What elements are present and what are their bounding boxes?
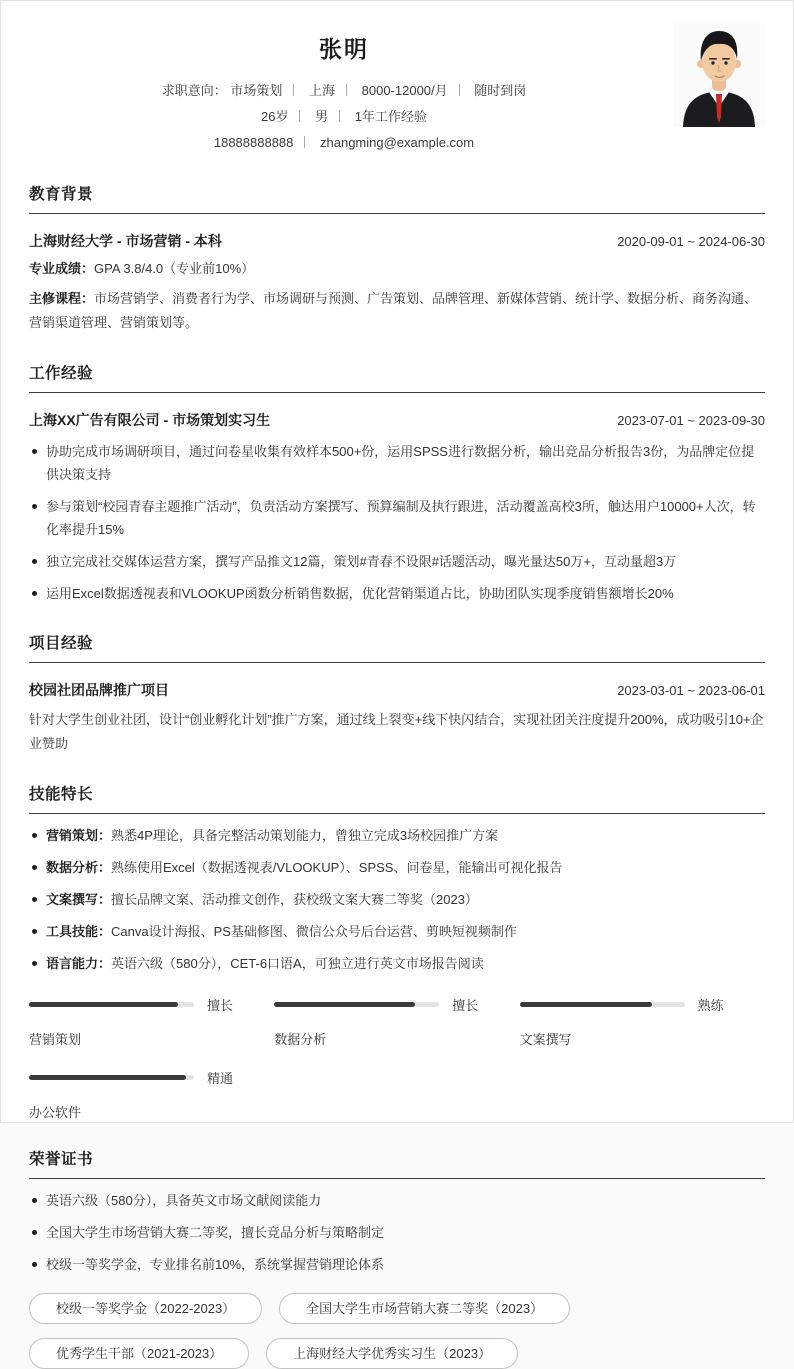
honors-title: 荣誉证书 [29,1147,765,1179]
bar-name: 办公软件 [29,1105,82,1120]
skill-label: 营销策划： [46,828,112,843]
profile-line [29,104,659,130]
project-description: 针对大学生创业社团，设计“创业孵化计划”推广方案，通过线上裂变+线下快闪结合，实现社团关注度提升200%，成功吸引10+企业赞助 [29,712,764,751]
honor-tag: 校级一等奖学金（2022-2023） [29,1293,262,1324]
honor-tag-list [29,1293,765,1369]
skill-text: 英语六级（580分），CET-6口语A，可独立进行英文市场报告阅读 [111,956,484,971]
skill-text: 熟悉4P理论，具备完整活动策划能力，曾独立完成3场校园推广方案 [111,828,499,843]
job-intent-position: 市场策划 [230,83,283,98]
header-text-block [29,23,659,156]
skill-text: 擅长品牌文案、活动推文创作，获校级文案大赛二等奖（2023） [111,892,478,907]
skill-label: 工具技能： [46,924,112,939]
separator-bar [299,110,300,122]
section-education [29,182,765,335]
candidate-name: 张明 [319,36,369,62]
age-text: 26岁 [261,109,289,124]
bar-fill [274,1002,414,1007]
courses-value: 市场营销学、消费者行为学、市场调研与预测、广告策划、品牌管理、新媒体营销、统计学、数据分析、商务沟通、营销渠道管理、营销策划等。 [29,291,758,330]
gender-text: 男 [315,109,329,124]
email-text: zhangming@example.com [320,135,475,150]
skill-label: 文案撰写： [46,892,112,907]
job-intent-city: 上海 [308,83,335,98]
skill-bullet [29,888,765,911]
bar-track [274,1002,439,1007]
skills-title: 技能特长 [29,782,765,814]
work-bullet: 独立完成社交媒体运营方案，撰写产品推文12篇，策划#青春不设限#话题活动，曝光量达50万+，互动量超3万 [29,550,765,573]
education-item-head [29,231,765,251]
education-title: 教育背景 [29,182,765,214]
job-intent-line [29,78,659,104]
honor-bullet: 校级一等奖学金，专业排名前10%，系统掌握营销理论体系 [29,1253,765,1276]
bar-level: 精通 [207,1071,234,1086]
school-degree: 上海财经大学 - 市场营销 - 本科 [29,233,222,249]
skill-bar-marketing [29,995,274,1048]
honor-tag: 优秀学生干部（2021-2023） [29,1338,249,1369]
work-item-head [29,410,765,430]
work-date: 2023-07-01 ~ 2023-09-30 [617,413,765,428]
company-position: 上海XX广告有限公司 - 市场策划实习生 [29,412,271,428]
skill-text: Canva设计海报、PS基础修图、微信公众号后台运营、剪映短视频制作 [111,924,517,939]
work-title: 工作经验 [29,361,765,393]
bar-fill [520,1002,652,1007]
project-item-head [29,680,765,700]
bar-level: 擅长 [452,998,479,1013]
skill-bullet [29,920,765,943]
separator-bar [346,84,347,96]
resume-header [29,23,765,156]
courses-row [29,287,765,335]
bar-fill [29,1075,186,1080]
skill-bullet [29,856,765,879]
skill-bars-grid [29,995,765,1141]
skill-bar-data-analysis [274,995,519,1048]
project-title: 项目经验 [29,631,765,663]
section-project [29,631,765,756]
work-bullet: 协助完成市场调研项目，通过问卷星收集有效样本500+份，运用SPSS进行数据分析，输出竞品分析报告3份，为品牌定位提供决策支持 [29,440,765,486]
bar-track [520,1002,685,1007]
bar-name: 营销策划 [29,1032,82,1047]
section-work [29,361,765,605]
skill-bar-office-software [29,1068,274,1121]
separator-bar [304,136,305,148]
skill-bullet [29,952,765,975]
profile-photo-illustration [673,23,765,127]
separator-bar [293,84,294,96]
skill-bar-copywriting [520,995,765,1048]
bar-track [29,1075,194,1080]
bar-fill [29,1002,178,1007]
section-honors [29,1147,765,1369]
honor-tag: 全国大学生市场营销大赛二等奖（2023） [279,1293,570,1324]
separator-bar [339,110,340,122]
skill-label: 数据分析： [46,860,112,875]
work-bullet-list [29,440,765,605]
honor-bullet: 全国大学生市场营销大赛二等奖，擅长竞品分析与策略制定 [29,1221,765,1244]
education-date: 2020-09-01 ~ 2024-06-30 [617,234,765,249]
gpa-row [29,257,765,281]
bar-track [29,1002,194,1007]
work-bullet: 参与策划“校园青春主题推广活动”，负责活动方案撰写、预算编制及执行跟进，活动覆盖高校3所，触达用户10000+人次，转化率提升15% [29,495,765,541]
contact-line [29,130,659,156]
skills-bullet-list [29,824,765,975]
gpa-value: GPA 3.8/4.0（专业前10%） [94,261,255,276]
separator-bar [459,84,460,96]
bar-name: 文案撰写 [519,1032,572,1047]
gpa-label: 专业成绩： [29,261,95,276]
job-intent-label: 求职意向： [161,83,227,98]
bar-level: 熟练 [697,998,724,1013]
skill-bullet [29,824,765,847]
project-name: 校园社团品牌推广项目 [29,682,169,698]
honors-bullet-list [29,1189,765,1276]
work-bullet: 运用Excel数据透视表和VLOOKUP函数分析销售数据，优化营销渠道占比，协助团队实现季度销售额增长20% [29,582,765,605]
skill-label: 语言能力： [46,956,112,971]
profile-photo [673,23,765,127]
bar-name: 数据分析 [274,1032,327,1047]
courses-label: 主修课程： [29,291,95,306]
project-date: 2023-03-01 ~ 2023-06-01 [617,683,765,698]
job-intent-availability: 随时到岗 [474,83,527,98]
job-intent-salary: 8000-12000/月 [361,83,448,98]
bar-level: 擅长 [207,998,234,1013]
section-skills [29,782,765,1141]
phone-text: 18888888888 [213,135,294,150]
skill-text: 熟练使用Excel（数据透视表/VLOOKUP）、SPSS、问卷星，能输出可视化报告 [111,860,563,875]
experience-text: 1年工作经验 [354,109,427,124]
honor-bullet: 英语六级（580分），具备英文市场文献阅读能力 [29,1189,765,1212]
honor-tag: 上海财经大学优秀实习生（2023） [266,1338,518,1369]
